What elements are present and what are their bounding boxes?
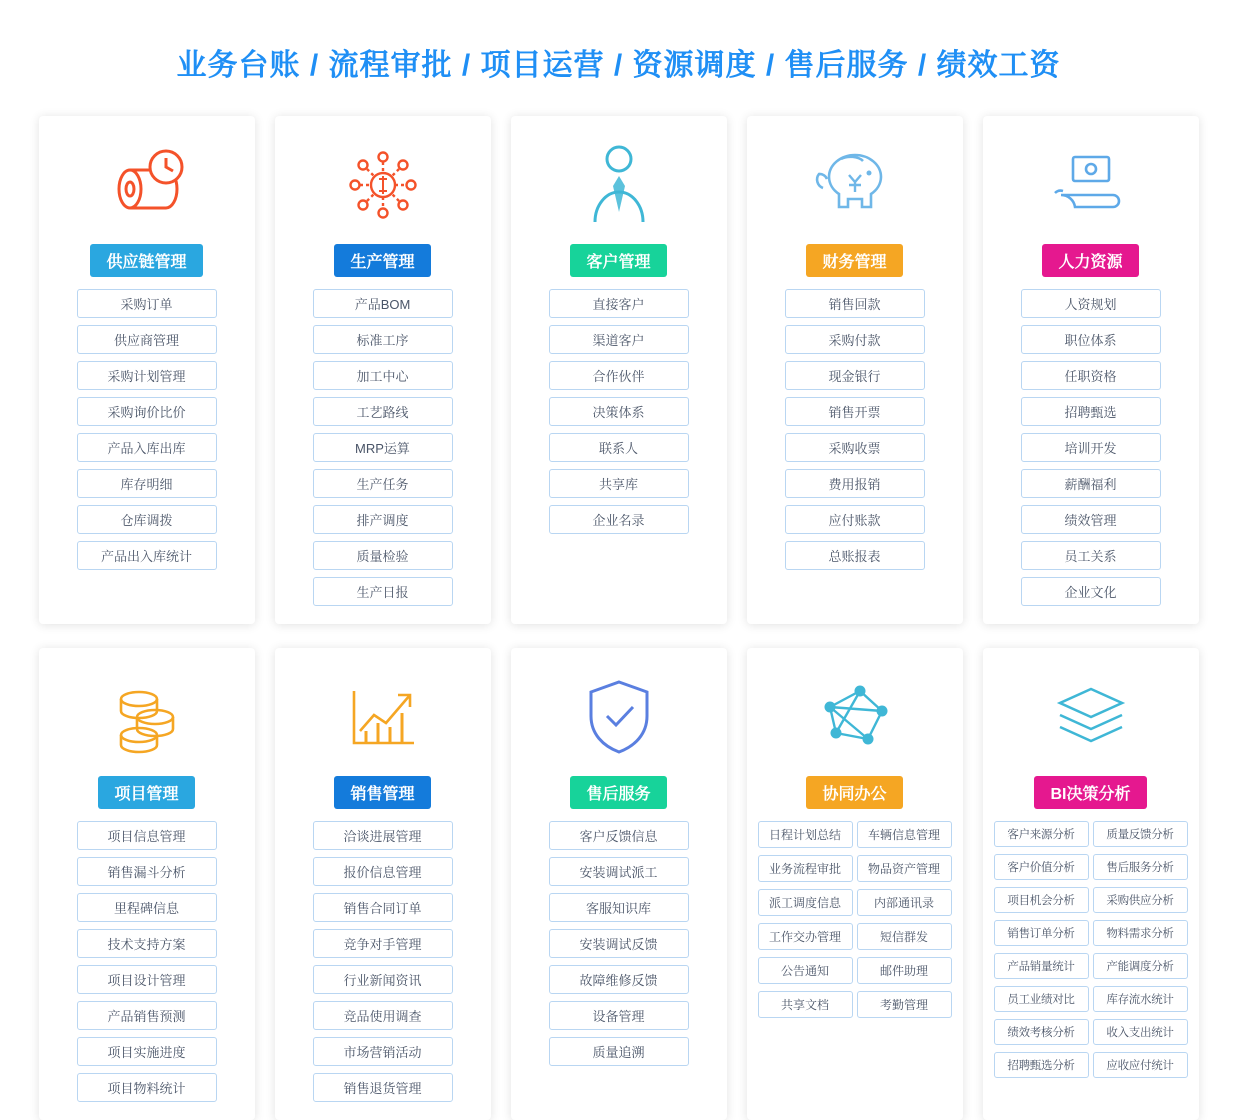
list-item[interactable]: 安装调试派工 bbox=[549, 857, 689, 886]
list-item[interactable]: 客户反馈信息 bbox=[549, 821, 689, 850]
list-item[interactable]: 行业新闻资讯 bbox=[313, 965, 453, 994]
list-item[interactable]: 工艺路线 bbox=[313, 397, 453, 426]
list-item[interactable]: 项目机会分析 bbox=[994, 887, 1089, 913]
list-item[interactable]: 职位体系 bbox=[1021, 325, 1161, 354]
list-item[interactable]: 销售开票 bbox=[785, 397, 925, 426]
list-item[interactable]: 共享库 bbox=[549, 469, 689, 498]
person-tie-icon bbox=[581, 130, 657, 240]
list-item[interactable]: 排产调度 bbox=[313, 505, 453, 534]
list-item[interactable]: 应收应付统计 bbox=[1093, 1052, 1188, 1078]
list-item[interactable]: 生产任务 bbox=[313, 469, 453, 498]
list-item[interactable]: 客户来源分析 bbox=[994, 821, 1089, 847]
card-finance[interactable] bbox=[747, 116, 963, 624]
list-item[interactable]: 项目信息管理 bbox=[77, 821, 217, 850]
card-item-list bbox=[51, 289, 243, 570]
coin-stack-icon bbox=[107, 662, 187, 772]
card-title: 销售管理 bbox=[334, 776, 430, 809]
card-collaboration[interactable] bbox=[747, 648, 963, 1120]
list-item[interactable]: 收入支出统计 bbox=[1093, 1019, 1188, 1045]
list-item[interactable]: 产品BOM bbox=[313, 289, 453, 318]
list-item[interactable]: 销售订单分析 bbox=[994, 920, 1089, 946]
card-item-list bbox=[51, 821, 243, 1102]
list-item[interactable]: 设备管理 bbox=[549, 1001, 689, 1030]
list-item[interactable]: 培训开发 bbox=[1021, 433, 1161, 462]
list-item[interactable]: 业务流程审批 bbox=[758, 855, 853, 882]
card-title: 生产管理 bbox=[334, 244, 430, 277]
network-share-icon bbox=[810, 662, 900, 772]
card-project[interactable] bbox=[39, 648, 255, 1120]
list-item[interactable]: 采购订单 bbox=[77, 289, 217, 318]
list-item[interactable]: 短信群发 bbox=[857, 923, 952, 950]
list-item[interactable]: 考勤管理 bbox=[857, 991, 952, 1018]
list-item[interactable]: 招聘甄选分析 bbox=[994, 1052, 1089, 1078]
list-item[interactable]: 产品入库出库 bbox=[77, 433, 217, 462]
list-item[interactable]: 质量检验 bbox=[313, 541, 453, 570]
card-production[interactable] bbox=[275, 116, 491, 624]
list-item[interactable]: 现金银行 bbox=[785, 361, 925, 390]
card-after-sales[interactable] bbox=[511, 648, 727, 1120]
list-item[interactable]: 销售漏斗分析 bbox=[77, 857, 217, 886]
list-item[interactable]: 采购计划管理 bbox=[77, 361, 217, 390]
list-item[interactable]: 直接客户 bbox=[549, 289, 689, 318]
list-item[interactable]: MRP运算 bbox=[313, 433, 453, 462]
card-title: 人力资源 bbox=[1042, 244, 1138, 277]
list-item[interactable]: 产品出入库统计 bbox=[77, 541, 217, 570]
list-item[interactable]: 客户价值分析 bbox=[994, 854, 1089, 880]
list-item[interactable]: 物品资产管理 bbox=[857, 855, 952, 882]
card-title: 协同办公 bbox=[806, 776, 902, 809]
hand-money-icon bbox=[1045, 130, 1137, 240]
list-item[interactable]: 员工关系 bbox=[1021, 541, 1161, 570]
card-title: 项目管理 bbox=[98, 776, 194, 809]
list-item[interactable]: 项目物料统计 bbox=[77, 1073, 217, 1102]
card-item-list bbox=[523, 289, 715, 534]
list-item[interactable]: 库存明细 bbox=[77, 469, 217, 498]
module-grid bbox=[39, 116, 1199, 1120]
card-item-list bbox=[995, 821, 1187, 1078]
paper-roll-clock-icon bbox=[104, 130, 190, 240]
list-item[interactable]: 项目实施进度 bbox=[77, 1037, 217, 1066]
list-item[interactable]: 里程碑信息 bbox=[77, 893, 217, 922]
card-bi[interactable] bbox=[983, 648, 1199, 1120]
list-item[interactable]: 质量追溯 bbox=[549, 1037, 689, 1066]
list-item[interactable]: 合作伙伴 bbox=[549, 361, 689, 390]
card-supply-chain[interactable] bbox=[39, 116, 255, 624]
layers-icon bbox=[1048, 662, 1134, 772]
list-item[interactable]: 市场营销活动 bbox=[313, 1037, 453, 1066]
list-item[interactable]: 报价信息管理 bbox=[313, 857, 453, 886]
list-item[interactable]: 采购收票 bbox=[785, 433, 925, 462]
list-item[interactable]: 派工调度信息 bbox=[758, 889, 853, 916]
card-hr[interactable] bbox=[983, 116, 1199, 624]
list-item[interactable]: 联系人 bbox=[549, 433, 689, 462]
list-item[interactable]: 企业文化 bbox=[1021, 577, 1161, 606]
card-title: 售后服务 bbox=[570, 776, 666, 809]
card-title: 客户管理 bbox=[570, 244, 666, 277]
list-item[interactable]: 安装调试反馈 bbox=[549, 929, 689, 958]
list-item[interactable]: 仓库调拨 bbox=[77, 505, 217, 534]
list-item[interactable]: 销售合同订单 bbox=[313, 893, 453, 922]
list-item[interactable]: 竞品使用调查 bbox=[313, 1001, 453, 1030]
list-item[interactable]: 洽谈进展管理 bbox=[313, 821, 453, 850]
list-item[interactable]: 公告通知 bbox=[758, 957, 853, 984]
list-item[interactable]: 费用报销 bbox=[785, 469, 925, 498]
card-item-list bbox=[287, 289, 479, 606]
card-sales[interactable] bbox=[275, 648, 491, 1120]
list-item[interactable]: 采购询价比价 bbox=[77, 397, 217, 426]
list-item[interactable]: 任职资格 bbox=[1021, 361, 1161, 390]
piggy-bank-yen-icon bbox=[809, 130, 901, 240]
list-item[interactable]: 招聘甄选 bbox=[1021, 397, 1161, 426]
list-item[interactable]: 技术支持方案 bbox=[77, 929, 217, 958]
list-item[interactable]: 竞争对手管理 bbox=[313, 929, 453, 958]
card-item-list bbox=[759, 289, 951, 570]
card-customer[interactable] bbox=[511, 116, 727, 624]
list-item[interactable]: 库存流水统计 bbox=[1093, 986, 1188, 1012]
card-item-list bbox=[287, 821, 479, 1102]
list-item[interactable]: 邮件助理 bbox=[857, 957, 952, 984]
list-item[interactable]: 决策体系 bbox=[549, 397, 689, 426]
card-title: BI决策分析 bbox=[1034, 776, 1146, 809]
card-item-list bbox=[995, 289, 1187, 606]
list-item[interactable]: 加工中心 bbox=[313, 361, 453, 390]
list-item[interactable]: 客服知识库 bbox=[549, 893, 689, 922]
list-item[interactable]: 总账报表 bbox=[785, 541, 925, 570]
list-item[interactable]: 应付账款 bbox=[785, 505, 925, 534]
list-item[interactable]: 售后服务分析 bbox=[1093, 854, 1188, 880]
card-item-list bbox=[759, 821, 951, 1018]
list-item[interactable]: 标准工序 bbox=[313, 325, 453, 354]
list-item[interactable]: 生产日报 bbox=[313, 577, 453, 606]
list-item[interactable]: 车辆信息管理 bbox=[857, 821, 952, 848]
list-item[interactable]: 质量反馈分析 bbox=[1093, 821, 1188, 847]
list-item[interactable]: 薪酬福利 bbox=[1021, 469, 1161, 498]
list-item[interactable]: 销售退货管理 bbox=[313, 1073, 453, 1102]
list-item[interactable]: 项目设计管理 bbox=[77, 965, 217, 994]
list-item[interactable]: 人资规划 bbox=[1021, 289, 1161, 318]
list-item[interactable]: 销售回款 bbox=[785, 289, 925, 318]
list-item[interactable]: 工作交办管理 bbox=[758, 923, 853, 950]
page-title: 业务台账 / 流程审批 / 项目运营 / 资源调度 / 售后服务 / 绩效工资 bbox=[176, 49, 1061, 82]
list-item[interactable]: 绩效管理 bbox=[1021, 505, 1161, 534]
list-item[interactable]: 采购付款 bbox=[785, 325, 925, 354]
list-item[interactable]: 内部通讯录 bbox=[857, 889, 952, 916]
network-nodes-icon bbox=[340, 130, 426, 240]
list-item[interactable]: 日程计划总结 bbox=[758, 821, 853, 848]
card-title: 供应链管理 bbox=[90, 244, 202, 277]
card-title: 财务管理 bbox=[806, 244, 902, 277]
list-item[interactable]: 采购供应分析 bbox=[1093, 887, 1188, 913]
list-item[interactable]: 渠道客户 bbox=[549, 325, 689, 354]
list-item[interactable]: 物料需求分析 bbox=[1093, 920, 1188, 946]
list-item[interactable]: 共享文档 bbox=[758, 991, 853, 1018]
list-item[interactable]: 故障维修反馈 bbox=[549, 965, 689, 994]
growth-chart-icon bbox=[340, 662, 426, 772]
list-item[interactable]: 产品销量统计 bbox=[994, 953, 1089, 979]
list-item[interactable]: 供应商管理 bbox=[77, 325, 217, 354]
list-item[interactable]: 产品销售预测 bbox=[77, 1001, 217, 1030]
list-item[interactable]: 员工业绩对比 bbox=[994, 986, 1089, 1012]
list-item[interactable]: 绩效考核分析 bbox=[994, 1019, 1089, 1045]
list-item[interactable]: 产能调度分析 bbox=[1093, 953, 1188, 979]
card-item-list bbox=[523, 821, 715, 1066]
shield-check-icon bbox=[581, 662, 657, 772]
list-item[interactable]: 企业名录 bbox=[549, 505, 689, 534]
